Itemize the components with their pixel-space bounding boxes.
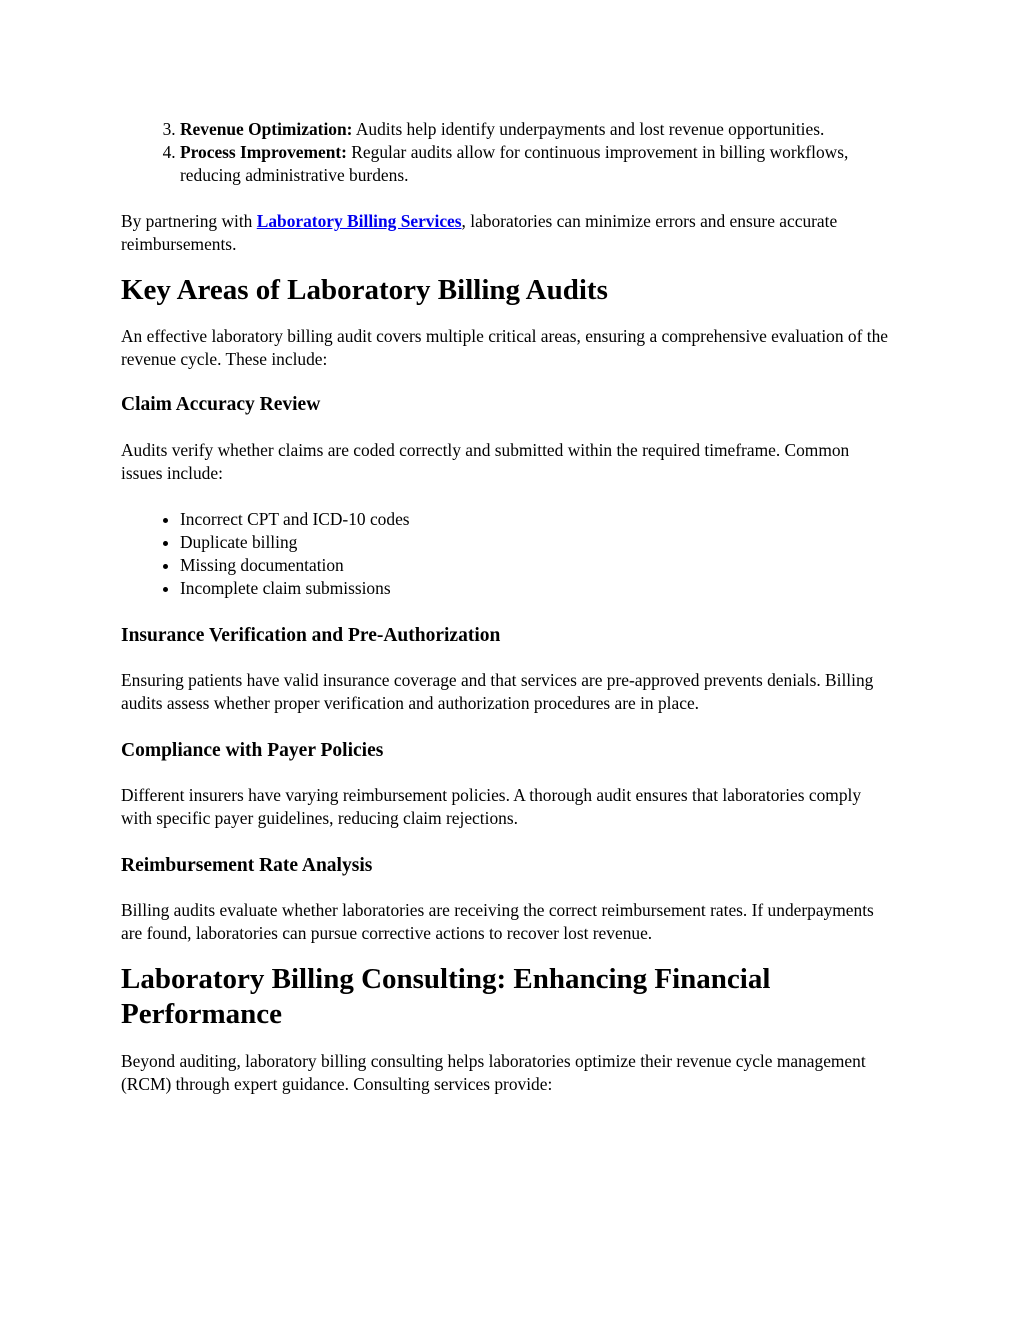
consulting-text: Beyond auditing, laboratory billing consulting helps laboratories optimize their revenue cycle management (RCM) through expert guidance. Consulting services provide: <box>121 1051 866 1094</box>
laboratory-billing-services-link[interactable]: Laboratory Billing Services <box>256 211 462 231</box>
insurance-verification-text: Ensuring patients have valid insurance coverage and that services are pre-approved prevents denials. Billing audits assess whether proper verification and authorization procedures are in place. <box>121 670 874 713</box>
payer-compliance-text: Different insurers have varying reimbursement policies. A thorough audit ensures that laboratories comply with specific payer guidelines, reducing claim rejections. <box>121 785 862 828</box>
list-item: • Missing documentation <box>180 554 891 577</box>
section-intro: An effective laboratory billing audit covers multiple critical areas, ensuring a comprehensive evaluation of the revenue cycle. These include: <box>121 326 889 369</box>
list-item-text: Regular audits allow for continuous improvement in billing workflows, reducing administrative burdens. <box>180 142 849 185</box>
document-page <box>121 118 891 1096</box>
subheading-claim-accuracy: Claim Accuracy Review <box>121 394 321 415</box>
partner-paragraph: By partnering with Laboratory Billing Services, laboratories can minimize errors and ensure accurate reimbursements. <box>121 211 838 254</box>
list-item-term: Process Improvement: <box>180 142 347 162</box>
intro-numbered-list <box>121 118 891 187</box>
section-heading-consulting: Laboratory Billing Consulting: Enhancing Financial Performance <box>121 963 771 1030</box>
claim-accuracy-text: Audits verify whether claims are coded correctly and submitted within the required timeframe. Common issues include: <box>121 440 850 483</box>
list-item: • Incorrect CPT and ICD-10 codes <box>180 508 891 531</box>
list-item-term: Revenue Optimization: <box>180 119 353 139</box>
section-heading-key-areas: Key Areas of Laboratory Billing Audits <box>121 274 608 306</box>
list-item <box>180 118 891 141</box>
subheading-payer-compliance: Compliance with Payer Policies <box>121 740 384 761</box>
list-item: • Duplicate billing <box>180 531 891 554</box>
list-item <box>180 141 891 187</box>
reimbursement-rate-text: Billing audits evaluate whether laboratories are receiving the correct reimbursement rates. If underpayments are found, laboratories can pursue corrective actions to recover lost revenue. <box>121 900 874 943</box>
subheading-insurance-verification: Insurance Verification and Pre-Authorization <box>121 625 501 646</box>
subheading-reimbursement-rate: Reimbursement Rate Analysis <box>121 855 373 876</box>
list-item: • Incomplete claim submissions <box>180 577 891 600</box>
common-issues-list <box>121 508 891 600</box>
list-item-text: Audits help identify underpayments and lost revenue opportunities. <box>352 119 825 139</box>
